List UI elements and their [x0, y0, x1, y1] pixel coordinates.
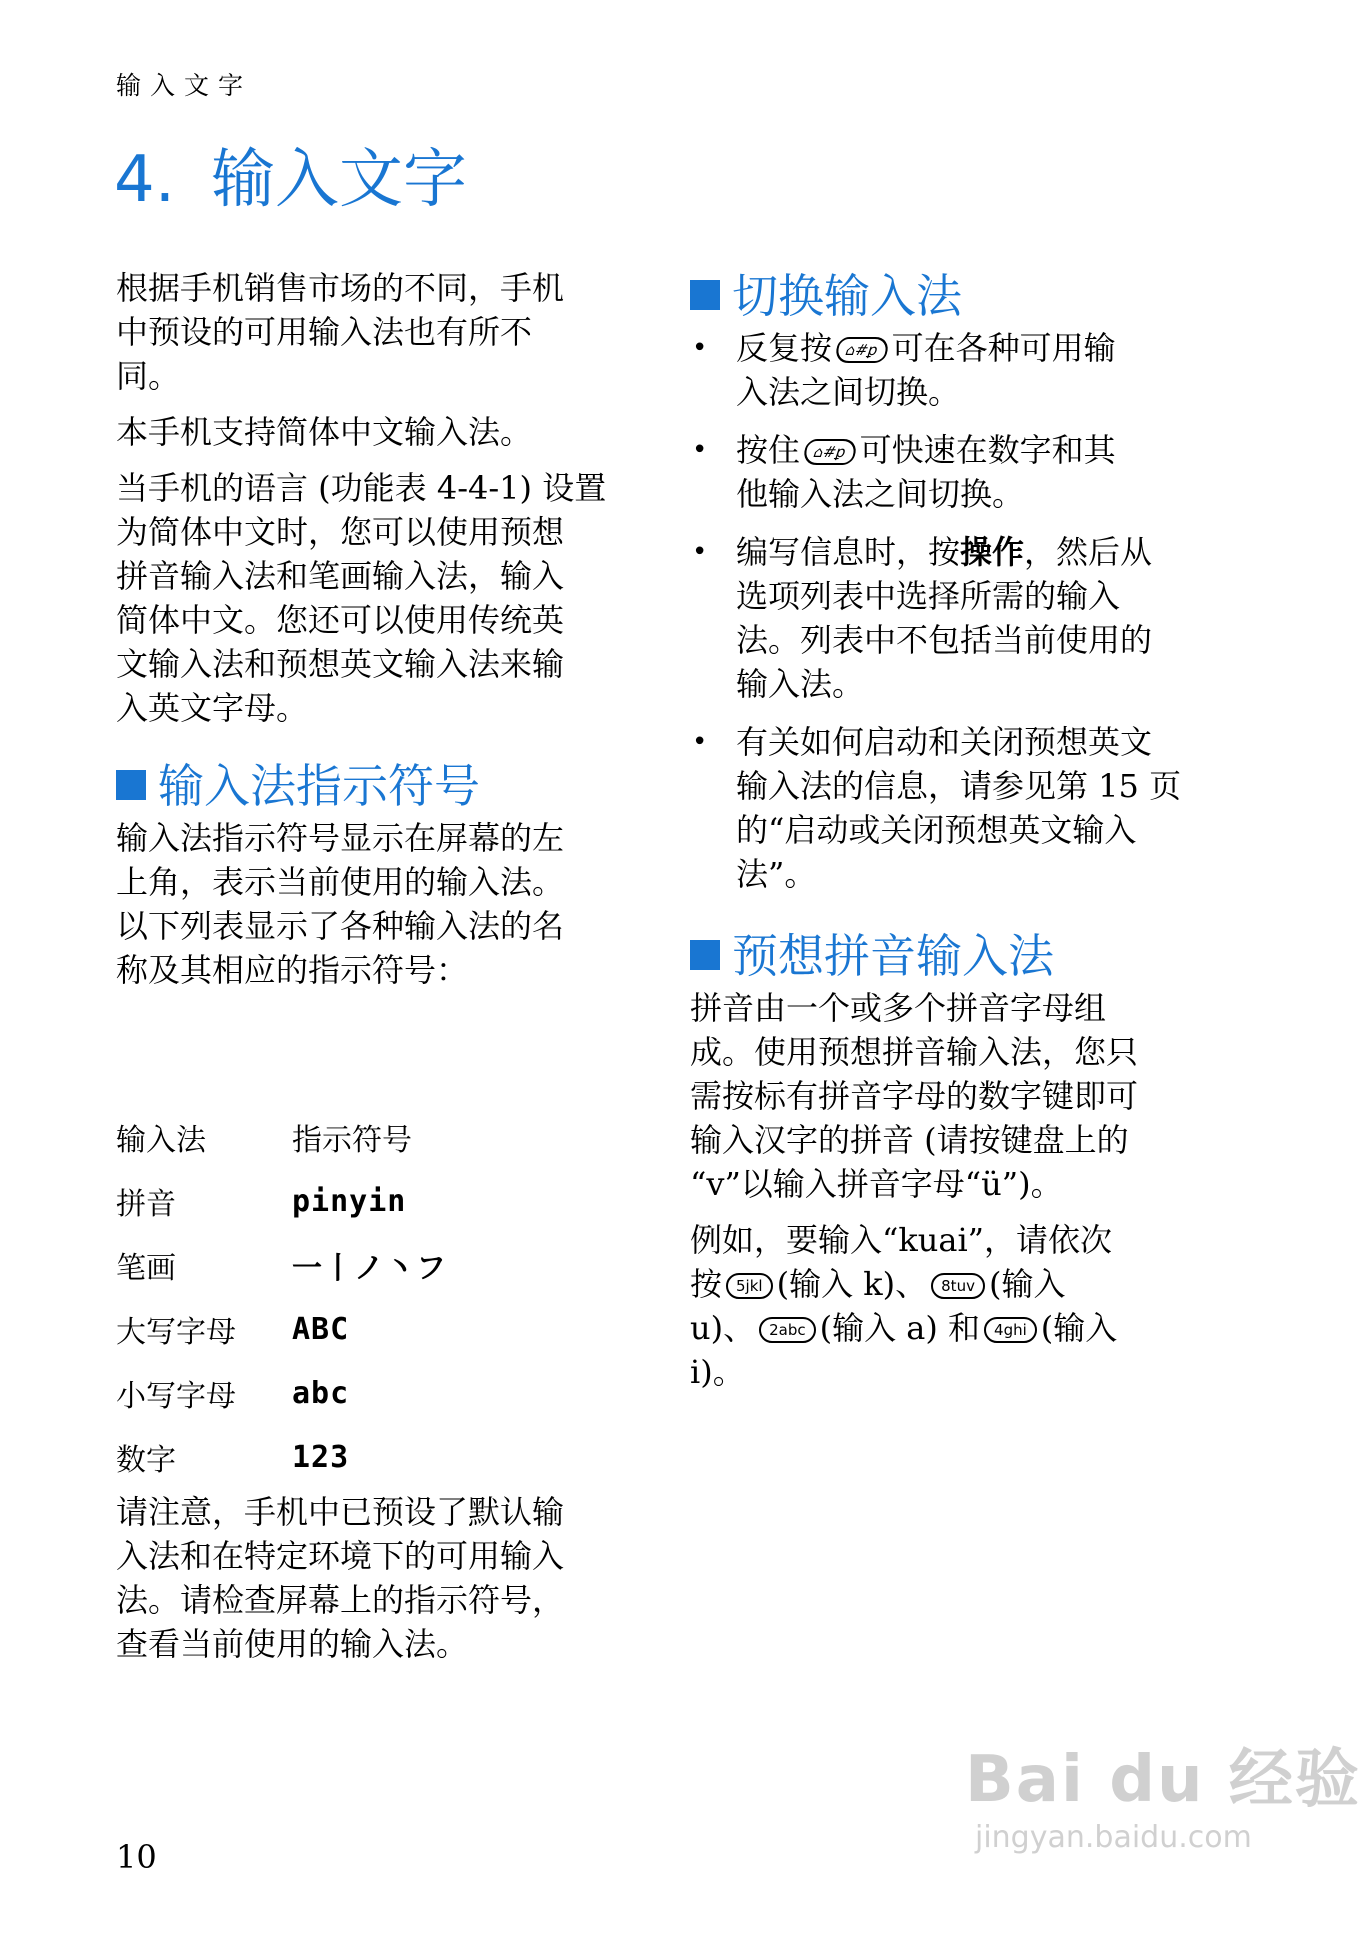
chapter-title — [114, 128, 467, 220]
pinyin-heading — [690, 926, 1250, 986]
chapter-title-text: 输入文字 — [211, 143, 468, 217]
bullet-bold-text: 操作 — [960, 533, 1025, 571]
hash-key-icon: ⌂#ꝑ — [832, 337, 892, 363]
heading-square-icon — [690, 940, 720, 970]
right-column — [690, 266, 1250, 1406]
method-name: 数字 — [116, 1443, 176, 1478]
list-item — [690, 428, 1250, 516]
example-text: (输入 k)、 — [776, 1265, 928, 1303]
intro-paragraph-3: 当手机的语言 (功能表 4-4-1) 设置 为简体中文时，您可以使用预想 拼音输入法和笔画输入法，输入 简体中文。您还可以使用传统英 文输入法和预想英文输入法来输 入英文字母。 — [116, 469, 607, 727]
indicator-heading-text: 输入法指示符号 — [158, 759, 480, 813]
left-column — [116, 266, 636, 1004]
bullet-text: ，然后从 选项列表中选择所需的输入 法。列表中不包括当前使用的 输入法。 — [736, 533, 1153, 703]
indicator-paragraph: 输入法指示符号显示在屏幕的左 上角，表示当前使用的输入法。 以下列表显示了各种输入法的名 称及其相应的指示符号： — [116, 819, 565, 989]
method-name: 小写字母 — [116, 1379, 236, 1414]
bullet-text: 编写信息时，按 — [736, 533, 961, 571]
indicator-table — [116, 1105, 447, 1489]
bullet-text: 按住 — [736, 431, 801, 469]
intro-paragraph-1: 根据手机销售市场的不同，手机 中预设的可用输入法也有所不 同。 — [116, 269, 565, 395]
key-5-icon: 5jkl — [726, 1273, 773, 1299]
example-text: (输入 a) 和 — [819, 1309, 981, 1347]
list-item — [690, 326, 1250, 414]
heading-square-icon — [690, 280, 720, 310]
example-paragraph — [690, 1218, 1250, 1394]
watermark-url: jingyan.baidu.com — [975, 1820, 1252, 1855]
method-name: 笔画 — [116, 1251, 176, 1286]
bullet-text: 反复按 — [736, 329, 833, 367]
chapter-number: 4. — [114, 143, 176, 217]
table-row — [116, 1425, 447, 1489]
intro-paragraph-2: 本手机支持简体中文输入法。 — [116, 413, 533, 451]
page-number: 10 — [116, 1838, 157, 1876]
table-header-row — [116, 1105, 447, 1169]
switch-heading — [690, 266, 1250, 326]
table-header-symbol: 指示符号 — [292, 1123, 412, 1158]
heading-square-icon — [116, 770, 146, 800]
table-row — [116, 1233, 447, 1297]
indicator-heading — [116, 756, 636, 816]
baidu-watermark — [965, 1728, 1361, 1855]
table-row — [116, 1361, 447, 1425]
method-symbol: pinyin — [292, 1183, 407, 1219]
watermark-brand: Bai du 经验 — [965, 1743, 1361, 1817]
switch-bullet-list — [690, 326, 1250, 896]
hash-key-icon: ⌂#ꝑ — [800, 439, 860, 465]
method-symbol: 123 — [292, 1439, 350, 1475]
method-name: 大写字母 — [116, 1315, 236, 1350]
bullet-text: 可快速在数字和其 他输入法之间切换。 — [736, 431, 1116, 513]
note-paragraph: 请注意，手机中已预设了默认输 入法和在特定环境下的可用输入 法。请检查屏幕上的指示符号， 查看当前使用的输入法。 — [116, 1493, 565, 1663]
running-header: 输入文字 — [116, 71, 253, 100]
key-2-icon: 2abc — [759, 1317, 816, 1343]
pinyin-heading-text: 预想拼音输入法 — [732, 929, 1054, 983]
table-header-method: 输入法 — [116, 1123, 206, 1158]
key-4-icon: 4ghi — [984, 1317, 1037, 1343]
method-name: 拼音 — [116, 1187, 176, 1222]
list-item: • 有关如何启动和关闭预想英文 输入法的信息，请参见第 15 页 的“启动或关闭预想英文输入 法”。 — [690, 720, 1250, 896]
pinyin-paragraph: 拼音由一个或多个拼音字母组 成。使用预想拼音输入法，您只 需按标有拼音字母的数字键即可 输入汉字的拼音 (请按键盘上的 “v”以输入拼音字母“ü”)。 — [690, 989, 1139, 1203]
table-row — [116, 1169, 447, 1233]
table-row — [116, 1297, 447, 1361]
example-text: (输入 i)。 — [690, 1309, 1118, 1391]
example-text: (输入 u)、 — [690, 1265, 1066, 1347]
method-symbol: 一丨ノ丶フ — [292, 1251, 447, 1286]
method-symbol: abc — [292, 1375, 350, 1411]
switch-heading-text: 切换输入法 — [732, 269, 962, 323]
key-8-icon: 8tuv — [931, 1273, 985, 1299]
bullet-text: 可在各种可用输 入法之间切换。 — [736, 329, 1116, 411]
example-text: 例如，要输入“kuai”，请依次 按 — [690, 1221, 1113, 1303]
method-symbol: ABC — [292, 1311, 350, 1347]
list-item — [690, 530, 1250, 706]
